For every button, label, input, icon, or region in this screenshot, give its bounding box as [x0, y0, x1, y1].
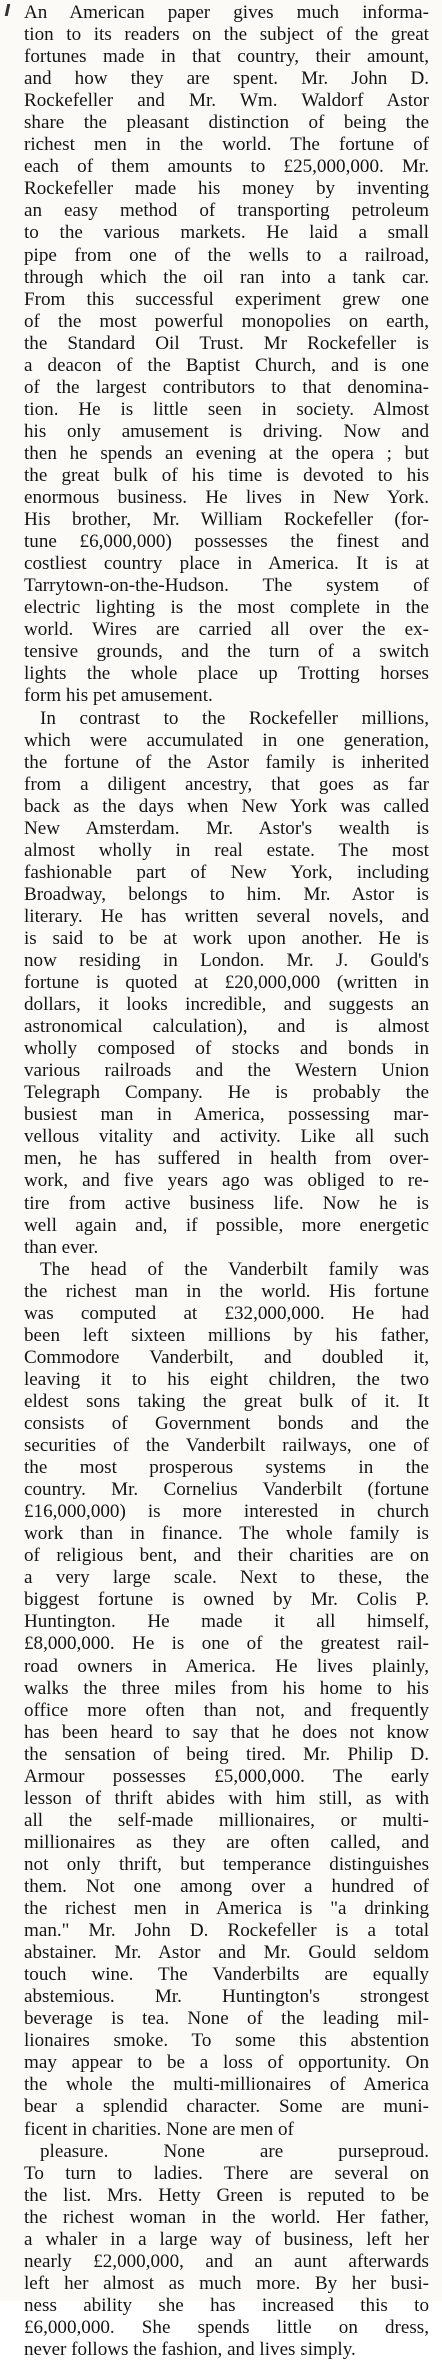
article-line: touch wine. The Vanderbilts are equally [24, 1964, 429, 1986]
article-line: each of them amounts to £25,000,000. Mr. [24, 156, 429, 178]
article-line: may appear to be a loss of opportunity. On [24, 2052, 429, 2074]
article-line: Huntington. He made it all himself, [24, 1611, 429, 1633]
article-line: road owners in America. He lives plainly, [24, 1655, 429, 1677]
article-line: In contrast to the Rockefeller millions, [40, 707, 429, 729]
article-line: Rockefeller and Mr. Wm. Waldorf Astor [24, 90, 429, 112]
article-line: literary. He has written several novels, and [24, 905, 429, 927]
article-line: An American paper gives much informa- [24, 2, 429, 23]
article-line: vellous vitality and activity. Like all such [24, 1126, 429, 1148]
article-line: is said to be at work upon another. He is [24, 927, 429, 949]
article-line: left her almost as much more. By her busi- [24, 2272, 429, 2294]
article-line: almost wholly in real estate. The most [24, 839, 429, 861]
article-line: abstemious. Mr. Huntington's strongest [24, 1986, 429, 2008]
article-line: Tarrytown-on-the-Hudson. The system of [24, 575, 429, 597]
article-line: has been heard to say that he does not know [24, 1721, 429, 1743]
article-line: the sensation of being tired. Mr. Philip D. [24, 1743, 429, 1765]
article-column [24, 2, 429, 2361]
article-line: all the self-made millionaires, or multi- [24, 1809, 429, 1831]
article-line: consists of Government bonds and the [24, 1413, 429, 1434]
article-line: nearly £2,000,000, and an aunt afterwards [24, 2250, 429, 2272]
article-line: the richest men in America is "a drinking [24, 1898, 429, 1920]
article-line: through which the oil ran into a tank car. [24, 266, 429, 288]
article-line: bear a splendid character. Some are muni- [24, 2096, 429, 2118]
article-line: was computed at £32,000,000. He had [24, 1302, 429, 1324]
article-line: country. Mr. Cornelius Vanderbilt (fortune [24, 1479, 429, 1501]
article-line: then he spends an evening at the opera ; but [24, 442, 429, 464]
article-line: tion. He is little seen in society. Almost [24, 398, 429, 420]
article-line: form his pet amusement. [24, 685, 213, 707]
article-line: which were accumulated in one generation, [24, 729, 429, 751]
article-line: to the various markets. He laid a small [24, 222, 429, 244]
article-line: pleasure. None are purseproud. [40, 2140, 429, 2162]
article-line: millionaires as they are often called, and [24, 1831, 429, 1853]
article-line: of the largest contributors to that denomina- [24, 376, 429, 398]
article-line: lionaires smoke. To some this abstention [24, 2030, 429, 2052]
article-line: share the pleasant distinction of being the [24, 112, 429, 134]
article-line: tune £6,000,000) possesses the finest and [24, 531, 429, 553]
article-line: richest men in the world. The fortune of [24, 134, 429, 156]
article-line: tensive grounds, and the turn of a switch [24, 641, 429, 663]
article-line: the Standard Oil Trust. Mr Rockefeller is [24, 332, 429, 354]
article-line: biggest fortune is owned by Mr. Colis P. [24, 1589, 429, 1611]
article-line: astronomical calculation), and is almost [24, 1016, 429, 1038]
article-line: than ever. [24, 1236, 99, 1258]
article-line: £6,000,000. She spends little on dress, [24, 2316, 429, 2338]
article-line: Rockefeller made his money by inventing [24, 178, 429, 200]
article-line: his only amusement is driving. Now and [24, 420, 429, 442]
article-line: and how they are spent. Mr. John D. [24, 68, 429, 90]
article-line: them. Not one among over a hundred of [24, 1875, 429, 1897]
article-line: Commodore Vanderbilt, and doubled it, [24, 1346, 429, 1368]
article-line: To turn to ladies. There are several on [24, 2162, 429, 2184]
article-line: various railroads and the Western Union [24, 1060, 429, 1082]
article-line: lights the whole place up Trotting horses [24, 663, 429, 685]
article-line: tion to its readers on the subject of the great [24, 24, 429, 46]
article-line: the fortune of the Astor family is inherited [24, 751, 429, 773]
article-line: From this successful experiment grew one [24, 288, 429, 310]
article-line: been left sixteen millions by his father, [24, 1324, 429, 1346]
article-line: men, he has suffered in health from over- [24, 1148, 429, 1170]
article-line: fortune is quoted at £20,000,000 (written in [24, 972, 429, 994]
article-line: the list. Mrs. Hetty Green is reputed to be [24, 2184, 429, 2206]
article-line: work than in finance. The whole family is [24, 1523, 429, 1545]
article-line: well again and, if possible, more energetic [24, 1214, 429, 1236]
article-line: the richest man in the world. His fortune [24, 1280, 429, 1302]
article-line: never follows the fashion, and lives simply. [24, 2338, 356, 2360]
article-line: wholly composed of stocks and bonds in [24, 1038, 429, 1060]
article-line: fortunes made in that country, their amount, [24, 46, 429, 68]
article-line: £8,000,000. He is one of the greatest rail- [24, 1633, 429, 1655]
article-line: the whole the multi-millionaires of America [24, 2074, 429, 2096]
article-line: back as the days when New York was called [24, 795, 429, 817]
article-line: of religious bent, and their charities are on [24, 1545, 429, 1567]
article-line: an easy method of transporting petroleum [24, 200, 429, 222]
article-line: ficent in charities. None are men of [24, 2118, 294, 2140]
article-line: walks the three miles from his home to his [24, 1677, 429, 1699]
article-line: fashionable part of New York, including [24, 861, 429, 883]
article-line: pipe from one of the wells to a railroad, [24, 244, 429, 266]
article-line: now residing in London. Mr. J. Gould's [24, 950, 429, 972]
article-line: the richest woman in the world. Her father, [24, 2206, 429, 2228]
article-line: a very large scale. Next to these, the [24, 1567, 429, 1589]
article-line: New Amsterdam. Mr. Astor's wealth is [24, 817, 429, 839]
article-line: a whaler in a large way of business, left her [24, 2228, 429, 2250]
article-line: Armour possesses £5,000,000. The early [24, 1765, 429, 1787]
article-line: a deacon of the Baptist Church, and is one [24, 354, 429, 376]
article-line: not only thrift, but temperance distinguishes [24, 1853, 429, 1875]
margin-tick-mark [5, 4, 11, 16]
article-line: abstainer. Mr. Astor and Mr. Gould seldom [24, 1942, 429, 1964]
article-line: work, and five years ago was obliged to re- [24, 1170, 429, 1192]
article-line: ness ability she has increased this to [24, 2294, 429, 2316]
article-line: Telegraph Company. He is probably the [24, 1082, 429, 1104]
article-line: Broadway, belongs to him. Mr. Astor is [24, 883, 429, 905]
article-line: eldest sons taking the great bulk of it. It [24, 1390, 429, 1412]
article-line: dollars, it looks incredible, and suggests an [24, 994, 429, 1016]
article-line: leaving it to his eight children, the two [24, 1368, 429, 1390]
article-line: lesson of thrift abides with him still, as with [24, 1787, 429, 1809]
article-line: busiest man in America, possessing mar- [24, 1104, 429, 1126]
article-line: office more often than not, and frequently [24, 1699, 429, 1721]
article-line: His brother, Mr. William Rockefeller (for- [24, 509, 429, 531]
article-line: tire from active business life. Now he is [24, 1192, 429, 1214]
article-line: securities of the Vanderbilt railways, one of [24, 1435, 429, 1457]
article-line: world. Wires are carried all over the ex- [24, 619, 429, 641]
article-line: of the most powerful monopolies on earth, [24, 310, 429, 332]
article-line: The head of the Vanderbilt family was [40, 1258, 429, 1280]
article-line: the great bulk of his time is devoted to his [24, 464, 429, 486]
article-line: electric lighting is the most complete in the [24, 597, 429, 619]
article-line: beverage is tea. None of the leading mil- [24, 2008, 429, 2030]
article-line: the most prosperous systems in the [24, 1457, 429, 1479]
article-line: costliest country place in America. It is at [24, 553, 429, 575]
article-line: £16,000,000) is more interested in church [24, 1501, 429, 1523]
article-line: enormous business. He lives in New York. [24, 487, 429, 509]
article-line: from a diligent ancestry, that goes as far [24, 773, 429, 795]
article-line: man." Mr. John D. Rockefeller is a total [24, 1920, 429, 1942]
